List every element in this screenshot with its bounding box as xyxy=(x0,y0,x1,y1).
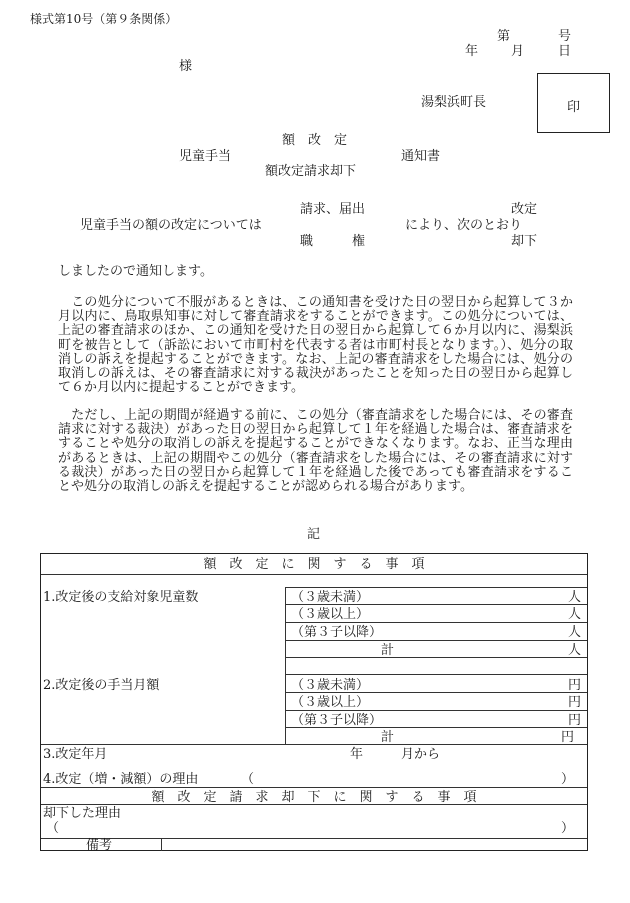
number-dai: 第 xyxy=(497,29,511,44)
reason-option-ex-officio: 職 権 xyxy=(300,234,366,249)
statement-lead: 児童手当の額の改定については xyxy=(80,218,262,233)
remarks-label: 備考 xyxy=(86,838,113,853)
notice-paragraph-2 xyxy=(58,409,573,494)
children-third-child-label: （第３子以降） xyxy=(291,625,383,640)
children-third-child-unit: 人 xyxy=(568,625,582,640)
children-total-label: 計 xyxy=(381,643,395,658)
title-prefix: 児童手当 xyxy=(179,149,232,164)
revision-month-year: 年 xyxy=(350,747,364,762)
seal-box xyxy=(537,73,610,133)
issuer-name: 湯梨浜町長 xyxy=(421,95,487,110)
form-label: 様式第10号（第９条関係） xyxy=(30,12,178,26)
notice-paragraph-1-text: この処分について不服があるときは、この通知書を受けた日の翌日から起算して３か月以内に、鳥取県知事に対して審査請求をすることができます。この処分については、上記の審査請求のほか、この通知を受けた日の翌日から起算して６か月以内に、湯梨浜町を被告として（訴訟において市町村を代表する者は市町村長となります。）、処分の取消しの訴えを提起することができます。なお、上記の審査請求をした場合には、処分の取消しの訴えは、その審査請求に対する裁決があったことを知った日の翌日から起算して６か月以内に提起することができます。 xyxy=(58,295,573,396)
title-option-rejection: 額改定請求却下 xyxy=(265,164,357,179)
statement-closing: しましたので通知します。 xyxy=(58,264,213,279)
monthly-amount-label: 2.改定後の手当月額 xyxy=(43,678,160,693)
children-count-label: 1.改定後の支給対象児童数 xyxy=(43,590,199,605)
revision-reason-label: 4.改定（増・減額）の理由 xyxy=(43,772,199,787)
children-3-plus-unit: 人 xyxy=(568,607,582,622)
revision-month-from: 月から xyxy=(401,747,441,762)
recipient-suffix: 様 xyxy=(179,59,193,74)
ki-heading: 記 xyxy=(307,527,321,542)
rejection-reason-open: （ xyxy=(46,821,60,836)
rejection-reason-close: ） xyxy=(561,821,575,836)
monthly-total-unit: 円 xyxy=(561,730,575,745)
reason-option-request: 請求、届出 xyxy=(300,202,366,217)
revision-reason-open: （ xyxy=(241,772,255,787)
result-option-revised: 改定 xyxy=(511,202,538,217)
children-under-3-label: （３歳未満） xyxy=(291,590,370,605)
children-under-3-unit: 人 xyxy=(568,590,582,605)
notice-paragraph-2-text: ただし、上記の期間が経過する前に、この処分（審査請求をした場合には、その審査請求に対する裁決）があった日の翌日から起算して１年を経過した場合は、審査請求をすることや処分の取消しの訴えを提起することができなくなります。なお、正当な理由があるときは、上記の期間やこの処分（審査請求をした場合には、その審査請求に対する裁決）があった日の翌日から起算して１年を経過した後であっても審査請求をすることや処分の取消しの訴えを提起することが認められる場合があります。 xyxy=(58,408,573,495)
seal-label: 印 xyxy=(566,100,580,115)
revision-section-title: 額 改 定 に 関 す る 事 項 xyxy=(203,557,425,572)
monthly-third-child-label: （第３子以降） xyxy=(291,713,383,728)
revision-month-label: 3.改定年月 xyxy=(43,747,108,762)
number-go: 号 xyxy=(558,29,572,44)
notice-paragraph-1 xyxy=(58,296,573,395)
title-suffix: 通知書 xyxy=(401,149,441,164)
monthly-3-plus-label: （３歳以上） xyxy=(291,695,370,710)
rejection-section-title: 額 改 定 請 求 却 下 に 関 す る 事 項 xyxy=(151,790,477,805)
monthly-under-3-label: （３歳未満） xyxy=(291,678,370,693)
details-table xyxy=(40,553,588,851)
date-month: 月 xyxy=(511,44,525,59)
revision-reason-close: ） xyxy=(561,772,575,787)
children-3-plus-label: （３歳以上） xyxy=(291,607,370,622)
rejection-reason-label: 却下した理由 xyxy=(43,806,122,821)
date-day: 日 xyxy=(558,44,572,59)
monthly-total-label: 計 xyxy=(381,730,395,745)
title-option-revision: 額 改 定 xyxy=(282,133,348,148)
children-total-unit: 人 xyxy=(568,643,582,658)
monthly-3-plus-unit: 円 xyxy=(568,695,582,710)
date-year: 年 xyxy=(465,44,479,59)
statement-middle: により、次のとおり xyxy=(405,218,523,233)
monthly-under-3-unit: 円 xyxy=(568,678,582,693)
monthly-third-child-unit: 円 xyxy=(568,713,582,728)
result-option-rejected: 却下 xyxy=(511,234,538,249)
